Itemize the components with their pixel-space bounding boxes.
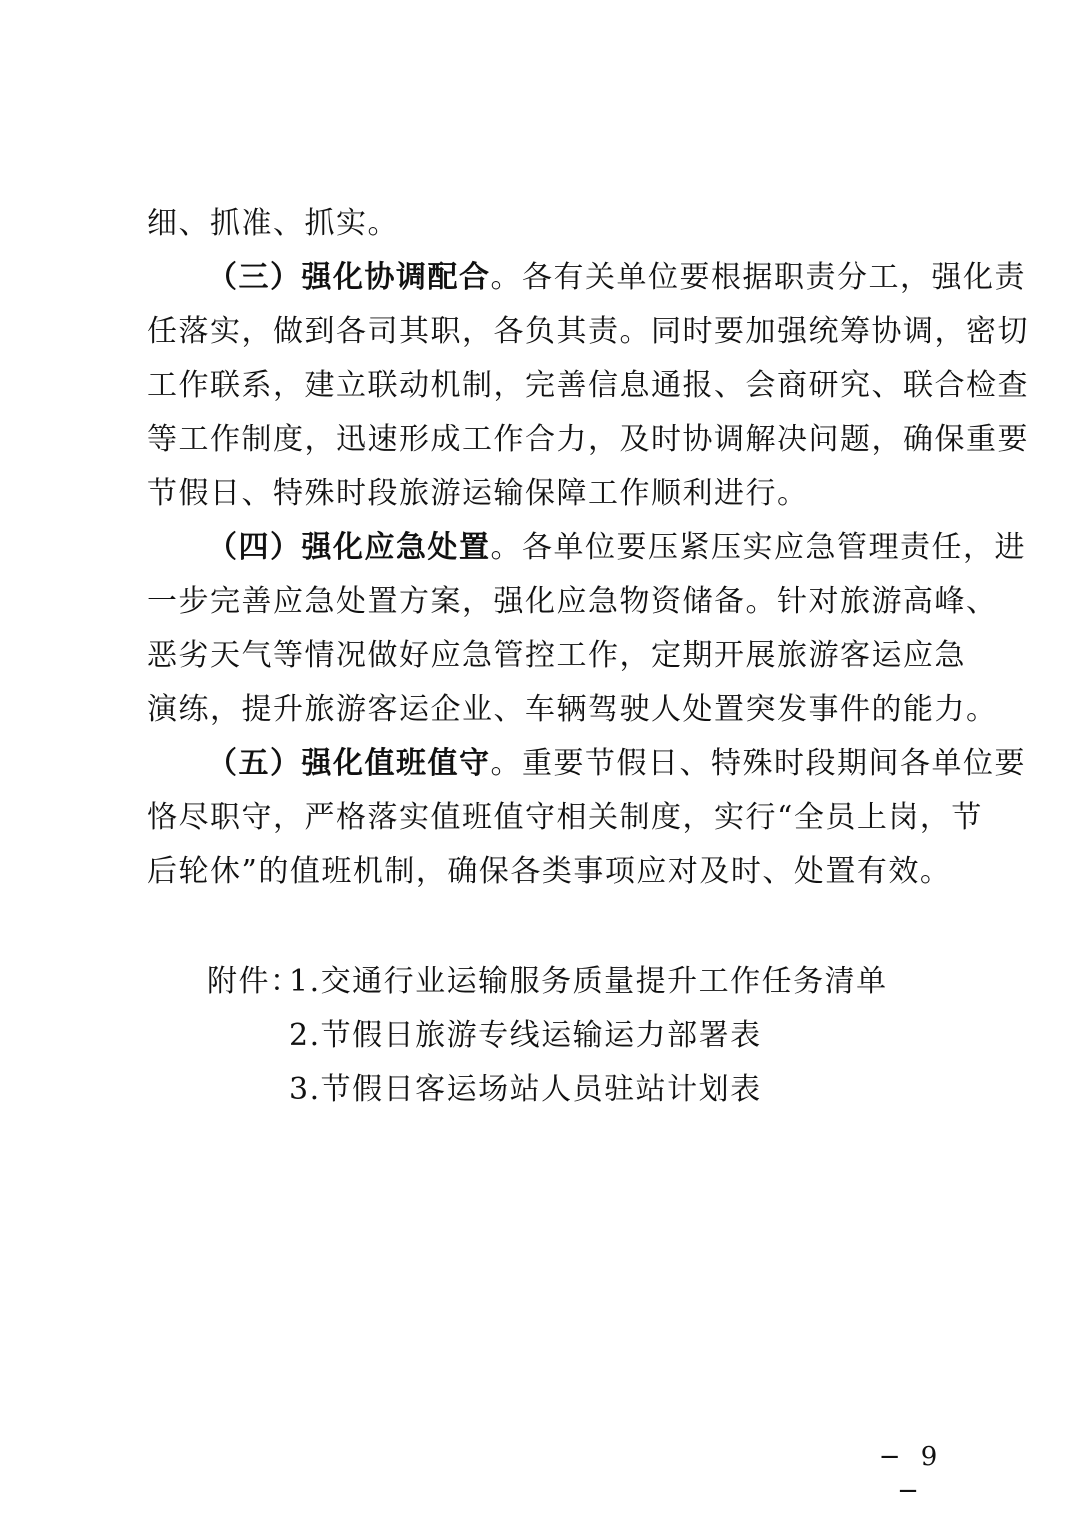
section-four-first-line [207,528,1026,568]
attachment-item: 3.节假日客运场站人员驻站计划表 [289,1072,762,1107]
section-five-line: 恪尽职守，严格落实值班值守相关制度，实行“全员上岗，节 [147,800,983,835]
section-four-line: 恶劣天气等情况做好应急管控工作，定期开展旅游客运应急 [147,638,966,673]
section-three-first-text: 。各有关单位要根据职责分工，强化责 [490,260,1026,295]
section-three-line: 等工作制度，迅速形成工作合力，及时协调解决问题，确保重要 [147,422,1029,457]
section-three-heading: （三）强化协调配合 [207,260,491,295]
section-three-first-line [207,258,1026,298]
section-four-first-text: 。各单位要压紧压实应急管理责任，进 [490,530,1026,565]
section-five-first-text: 。重要节假日、特殊时段期间各单位要 [490,746,1026,781]
attachment-item: 2.节假日旅游专线运输运力部署表 [289,1018,762,1053]
page-number: − 9 − [878,1442,944,1506]
section-five-heading: （五）强化值班值守 [207,746,491,781]
section-five-first-line [207,744,1026,784]
section-three-line: 节假日、特殊时段旅游运输保障工作顺利进行。 [147,476,809,511]
section-four-heading: （四）强化应急处置 [207,530,491,565]
attachments-label: 附件： [207,964,302,999]
section-five-line: 后轮休”的值班机制，确保各类事项应对及时、处置有效。 [147,854,952,889]
attachment-item: 1.交通行业运输服务质量提升工作任务清单 [289,964,888,999]
section-four-line: 演练，提升旅游客运企业、车辆驾驶人处置突发事件的能力。 [147,692,998,727]
section-three-line: 任落实，做到各司其职，各负其责。同时要加强统筹协调，密切 [147,314,1029,349]
paragraph-continuation-line: 细、抓准、抓实。 [147,206,399,241]
section-three-line: 工作联系，建立联动机制，完善信息通报、会商研究、联合检查 [147,368,1029,403]
section-four-line: 一步完善应急处置方案，强化应急物资储备。针对旅游高峰、 [147,584,998,619]
